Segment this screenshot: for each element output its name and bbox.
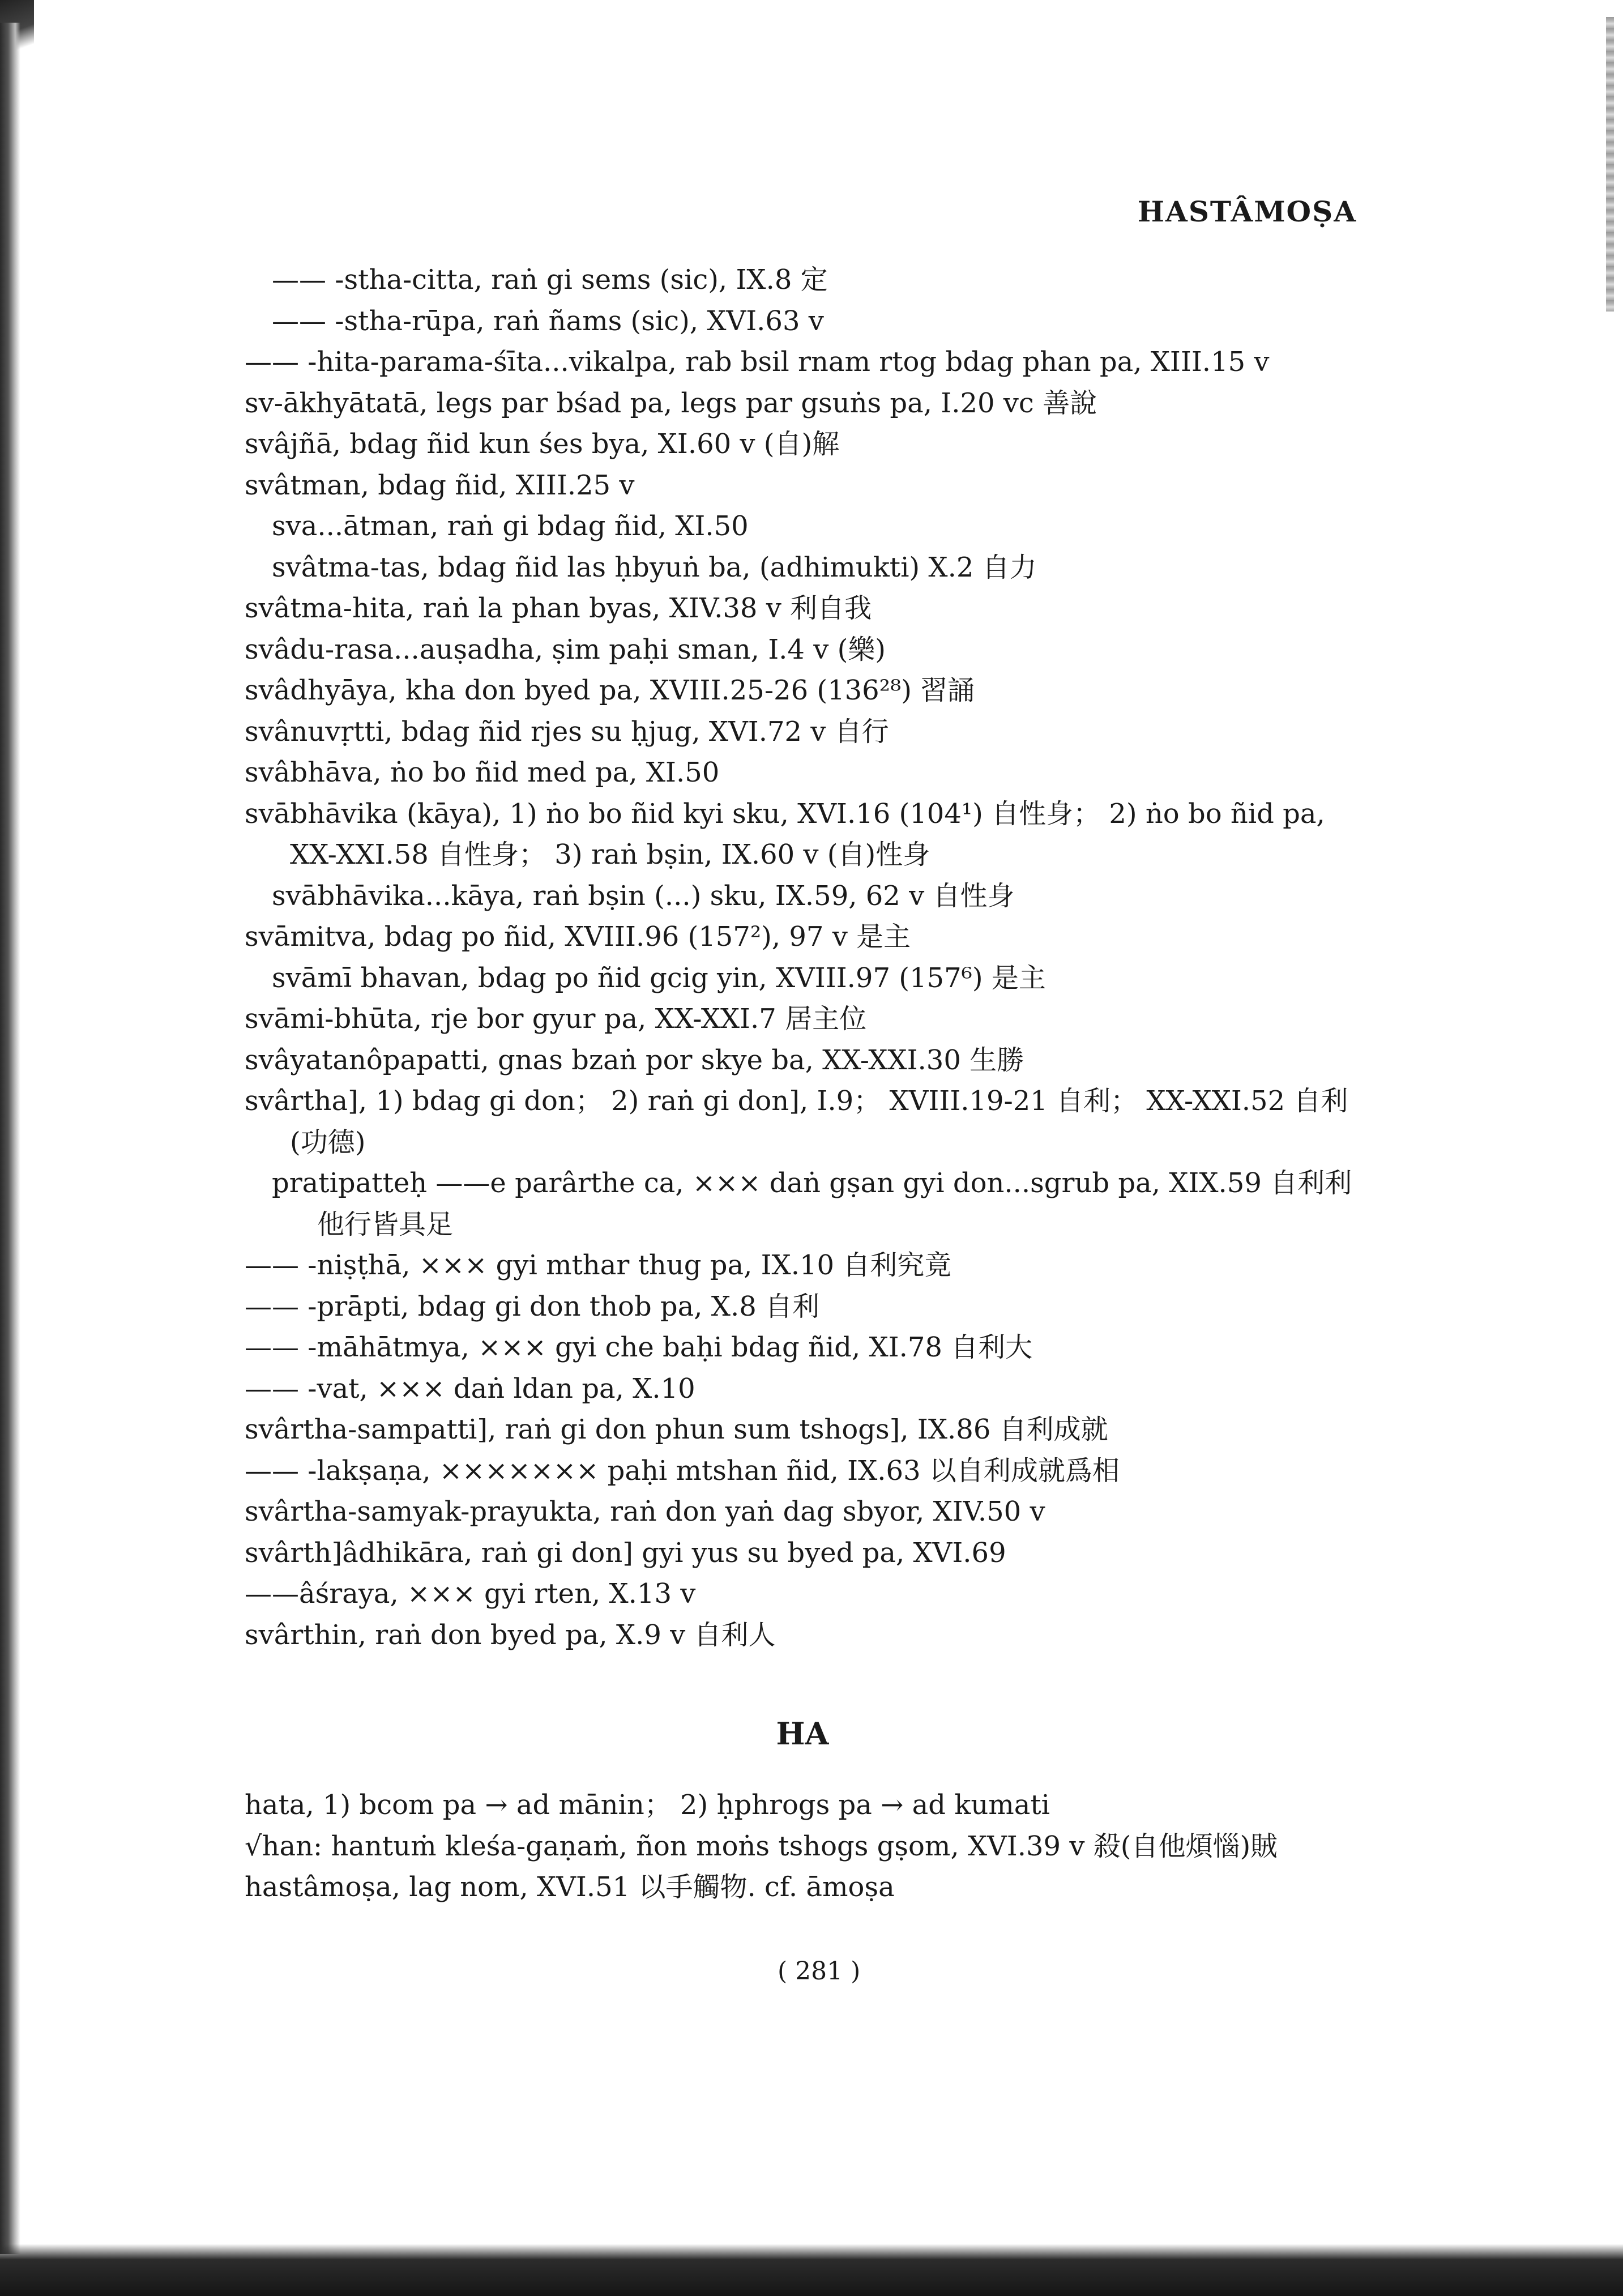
entry: svâdhyāya, kha don byed pa, XVIII.25-26 (136²⁸) 習誦 [245,675,975,706]
entry: svâtma-tas, bdag ñid las ḥbyuṅ ba, (adhimukti) X.2 自力 [272,551,1037,583]
entry: hata, 1) bcom pa → ad mānin； 2) ḥphrogs pa → ad kumati [245,1789,1050,1821]
entry: svâtma-hita, raṅ la phan byas, XIV.38 v 利自我 [245,592,872,624]
scan-bottom-edge [0,2244,1623,2296]
entry: sv-ākhyātatā, legs par bśad pa, legs par gsuṅs pa, I.20 vc 善說 [245,387,1097,419]
entry: svāmitva, bdag po ñid, XVIII.96 (157²), 97 v 是主 [245,921,911,953]
entry: svârth]âdhikāra, raṅ gi don] gyi yus su byed pa, XVI.69 [245,1537,1006,1569]
entry: —— -niṣṭhā, ××× gyi mthar thug pa, IX.10 自利究竟 [245,1249,952,1281]
entry: svânuvṛtti, bdag ñid rjes su ḥjug, XVI.72 v 自行 [245,715,889,748]
entry: —— -stha-citta, raṅ gi sems (sic), IX.8 定 [272,264,828,296]
entry: svârthin, raṅ don byed pa, X.9 v 自利人 [245,1619,776,1651]
entry: hastâmoṣa, lag nom, XVI.51 以手觸物. cf. āmoṣa [245,1871,895,1903]
scan-left-edge [0,23,20,2254]
entry: √han: hantuṁ kleśa-gaṇaṁ, ñon moṅs tshogs gṣom, XVI.39 v 殺(自他煩惱)賊 [245,1830,1278,1862]
entry: sva...ātman, raṅ gi bdag ñid, XI.50 [272,510,749,542]
entry: svābhāvika (kāya), 1) ṅo bo ñid kyi sku, XVI.16 (104¹) 自性身； 2) ṅo bo ñid pa, XX-XXI.58 自性身； 3) raṅ bṣin, IX.60 v (自)性身 [245,797,1325,870]
glossary-body [245,259,1360,1908]
entry: svârtha-sampatti], raṅ gi don phun sum tshogs], IX.86 自利成就 [245,1414,1108,1445]
entry: —— -stha-rūpa, raṅ ñams (sic), XVI.63 v [272,305,824,337]
entry: svāmī bhavan, bdag po ñid gcig yin, XVIII.97 (157⁶) 是主 [272,962,1046,994]
entry: svârtha-samyak-prayukta, raṅ don yaṅ dag sbyor, XIV.50 v [245,1496,1045,1527]
entry: ——âśraya, ××× gyi rten, X.13 v [245,1578,696,1610]
entry: svâjñā, bdag ñid kun śes bya, XI.60 v (自)解 [245,428,840,460]
entry: svāmi-bhūta, rje bor gyur pa, XX-XXI.7 居主位 [245,1003,867,1035]
entry: —— -lakṣaṇa, ××××××× paḥi mtshan ñid, IX.63 以自利成就爲相 [245,1454,1120,1487]
entry: —— -hita-parama-śīta...vikalpa, rab bsil rnam rtog bdag phan pa, XIII.15 v [245,346,1270,378]
page-number: ( 281 ) [778,1957,861,1986]
entry: svābhāvika...kāya, raṅ bṣin (...) sku, IX.59, 62 v 自性身 [272,880,1015,912]
entry: svâtman, bdag ñid, XIII.25 v [245,469,635,501]
running-head: HASTÂMOṢA [1137,195,1357,228]
entry: svâyatanôpapatti, gnas bzaṅ por skye ba, XX-XXI.30 生勝 [245,1044,1024,1076]
entry: svârtha], 1) bdag gi don； 2) raṅ gi don], I.9； XVIII.19-21 自利； XX-XXI.52 自利(功德) [245,1085,1348,1158]
entry: —— -vat, ××× daṅ ldan pa, X.10 [245,1372,695,1405]
entry: svâbhāva, ṅo bo ñid med pa, XI.50 [245,757,720,788]
entry: —— -prāpti, bdag gi don thob pa, X.8 自利 [245,1290,820,1322]
section-heading: HA [776,1715,829,1752]
entry: —— -māhātmya, ××× gyi che baḥi bdag ñid, XI.78 自利大 [245,1331,1033,1363]
scan-right-edge [1606,17,1614,311]
entry: pratipatteḥ ——e parârthe ca, ××× daṅ gṣan gyi don...sgrub pa, XIX.59 自利利他行皆具足 [272,1167,1352,1240]
entry: svâdu-rasa...auṣadha, ṣim paḥi sman, I.4 v (樂) [245,633,886,665]
